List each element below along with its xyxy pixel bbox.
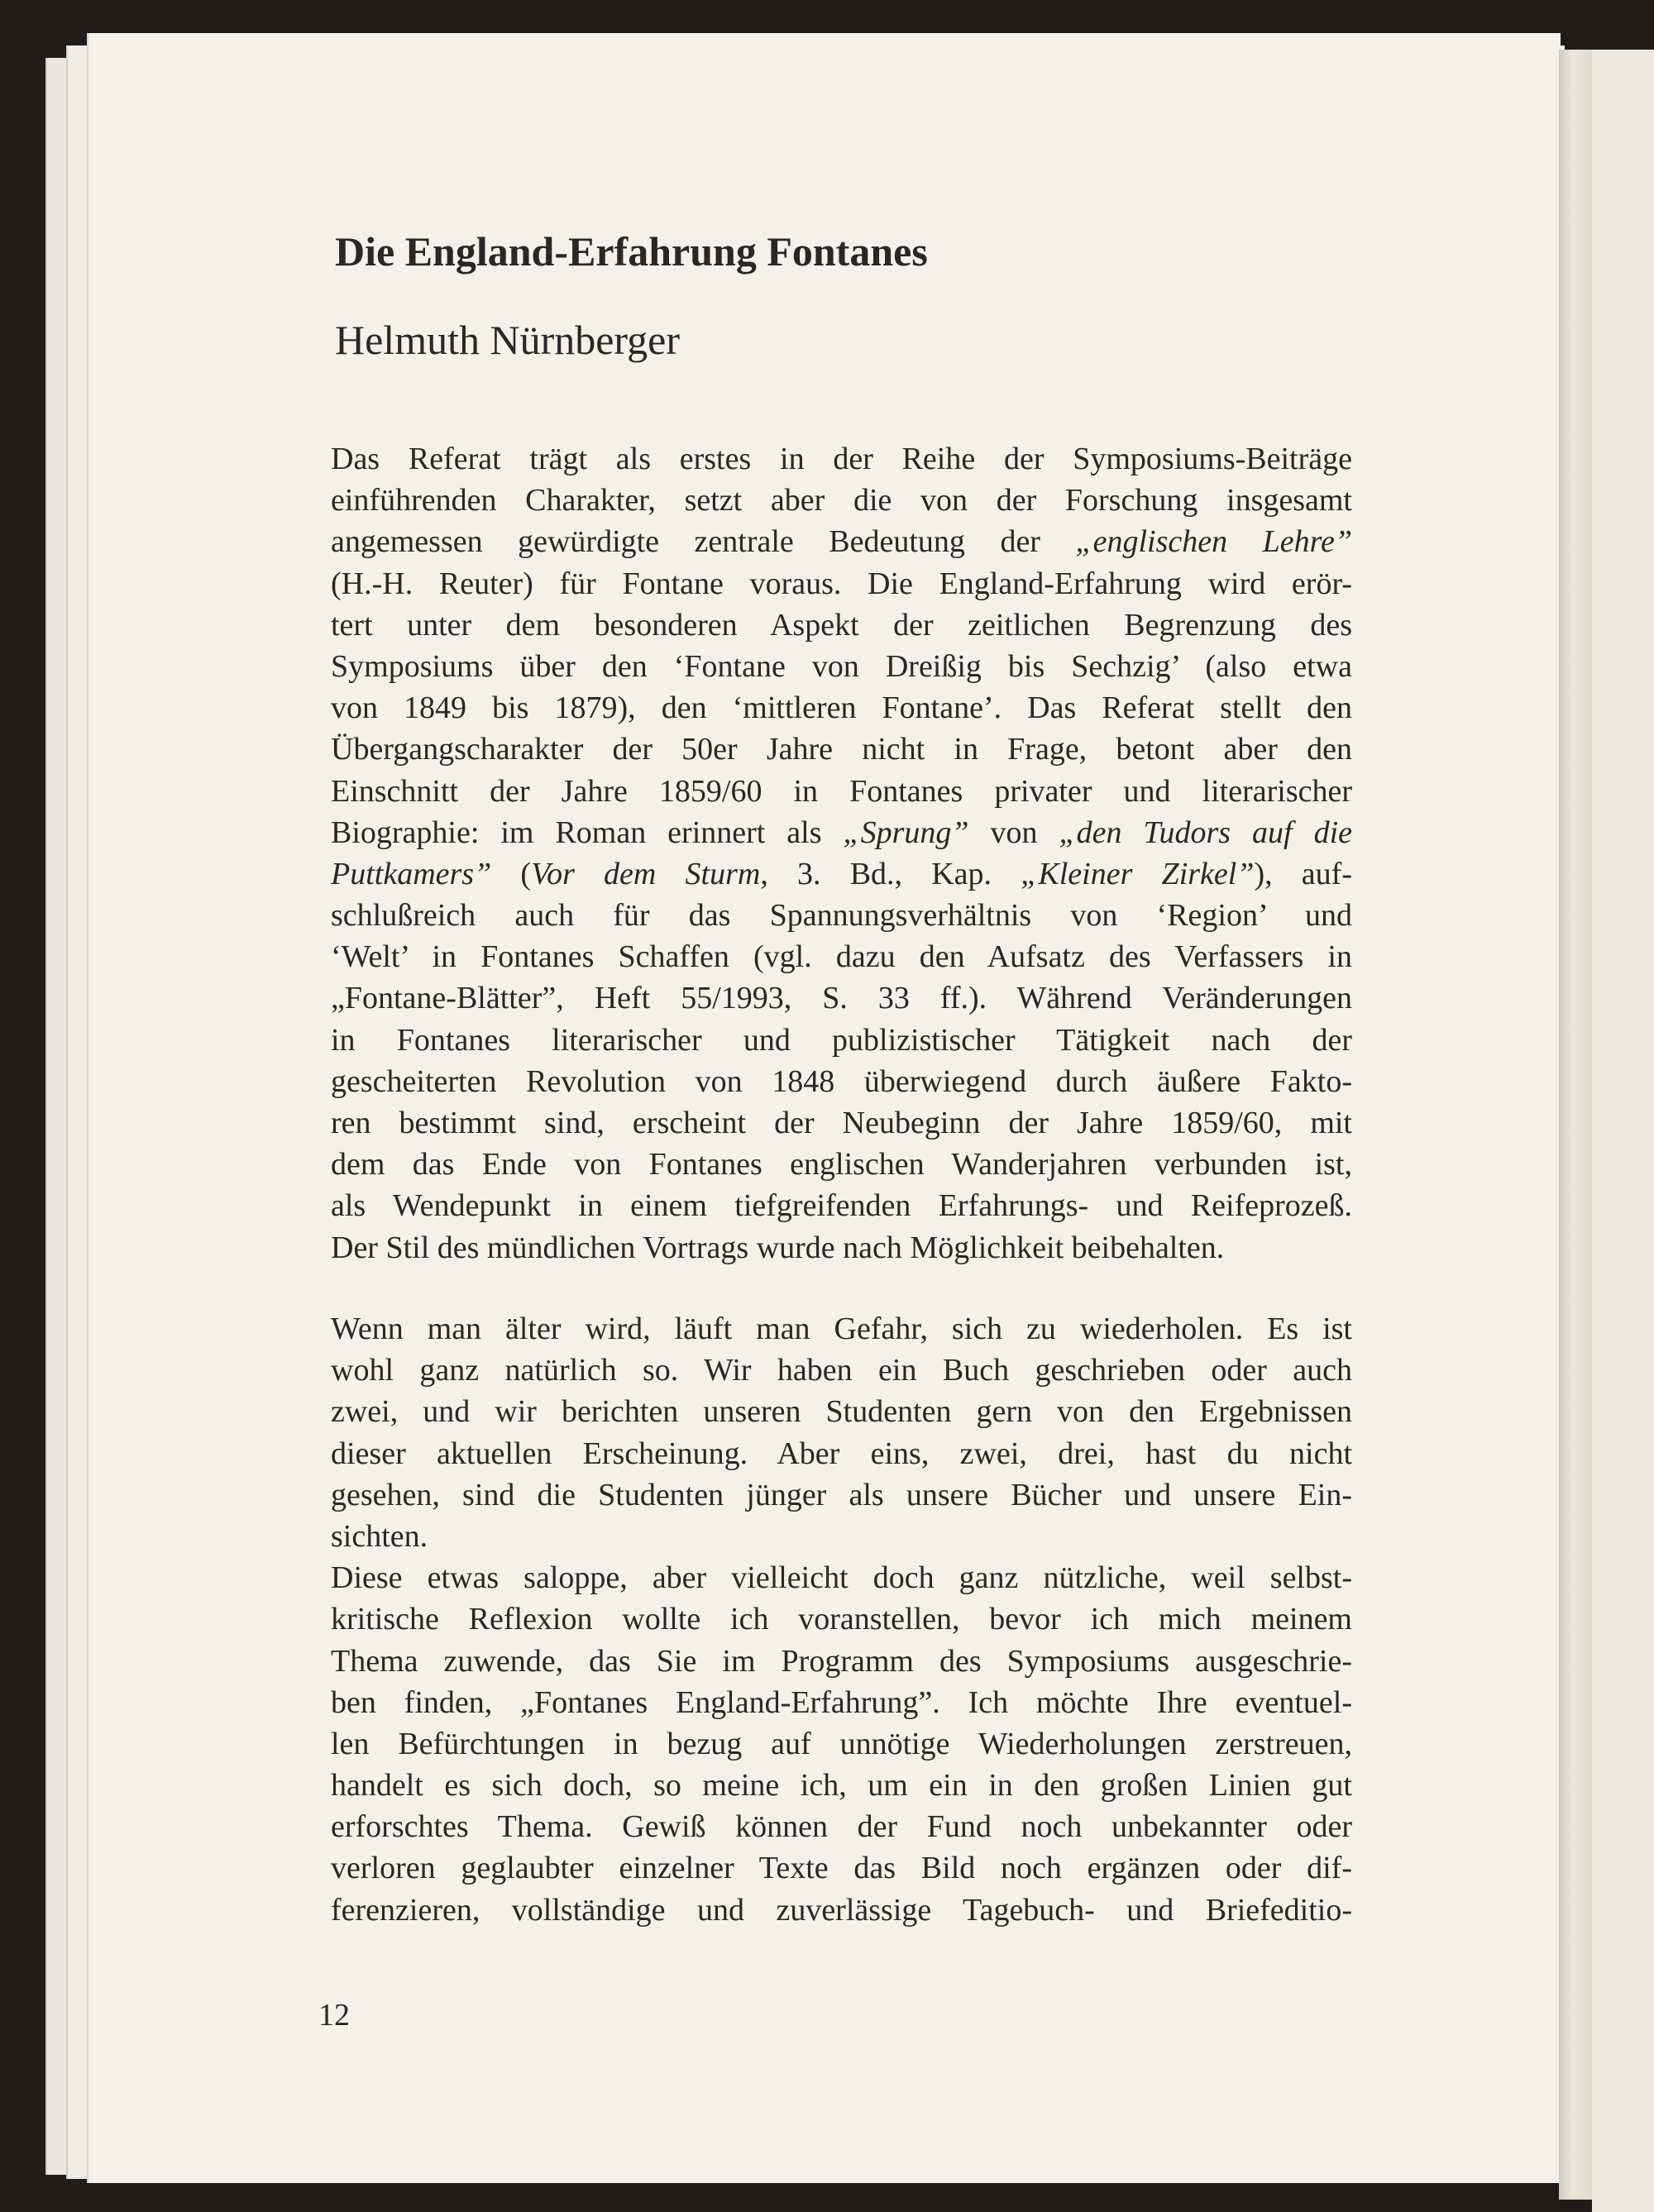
text-segment: ren bestimmt sind, erscheint der Neubeginn der Jahre 1859/60, mit [331, 1106, 1352, 1140]
abstract-paragraph [331, 438, 1352, 1268]
text-line [331, 812, 1352, 853]
text-segment: dieser aktuellen Erscheinung. Aber eins, zwei, drei, hast du nicht [331, 1436, 1352, 1471]
text-segment: Symposiums über den ‘Fontane von Dreißig bis Sechzig’ (also etwa [331, 648, 1352, 684]
text-line [331, 729, 1352, 770]
italic-text: „Kleiner Zirkel” [1021, 856, 1255, 891]
text-segment: verloren geglaubter einzelner Texte das Bild noch ergänzen oder dif- [331, 1851, 1352, 1886]
text-line [331, 1185, 1352, 1226]
text-segment: ben finden, „Fontanes England-Erfahrung”. Ich möchte Ihre eventuel- [331, 1684, 1352, 1720]
text-line [331, 1890, 1352, 1931]
text-segment: ferenzieren, vollständige und zuverlässige Tagebuch- und Briefeditio- [331, 1892, 1352, 1928]
text-segment: als Wendepunkt in einem tiefgreifenden Erfahrungs- und Reifeprozeß. [331, 1188, 1352, 1224]
text-line [331, 1433, 1352, 1474]
text-segment: len Befürchtungen in bezug auf unnötige Wiederholungen zerstreuen, [331, 1726, 1352, 1761]
text-line [331, 1598, 1352, 1640]
text-line [331, 1102, 1352, 1144]
text-segment: (H.-H. Reuter) für Fontane voraus. Die England-Erfahrung wird erör- [331, 566, 1352, 601]
text-segment: ), auf- [1254, 856, 1352, 891]
text-segment: Thema zuwende, das Sie im Programm des Symposiums ausgeschrie- [331, 1643, 1352, 1679]
text-line [331, 1557, 1352, 1598]
text-line [331, 1308, 1352, 1350]
text-segment: Das Referat trägt als erstes in der Reihe der Symposiums-Beiträge [331, 442, 1352, 476]
body-text [331, 1308, 1352, 1931]
text-segment: sichten. [331, 1518, 428, 1554]
text-line [331, 853, 1352, 895]
text-line [331, 604, 1352, 646]
text-segment: Übergangscharakter der 50er Jahre nicht in Frage, betont aber den [331, 732, 1352, 767]
page-number: 12 [318, 1998, 350, 2033]
text-line [331, 1227, 1352, 1268]
text-segment: schlußreich auch für das Spannungsverhältnis von ‘Region’ und [331, 898, 1352, 934]
text-line [331, 521, 1352, 562]
text-segment: wohl ganz natürlich so. Wir haben ein Buch geschrieben oder auch [331, 1353, 1352, 1388]
text-segment: , 3. Bd., Kap. [760, 856, 1021, 891]
text-line [331, 1474, 1352, 1516]
text-segment: handelt es sich doch, so meine ich, um ein in den großen Linien gut [331, 1768, 1352, 1804]
text-segment: angemessen gewürdigte zentrale Bedeutung der [331, 524, 1076, 560]
text-line [331, 438, 1352, 480]
text-segment: gesehen, sind die Studenten jünger als unsere Bücher und unsere Ein- [331, 1477, 1352, 1512]
text-segment: kritische Reflexion wollte ich voranstellen, bevor ich mich meinem [331, 1602, 1352, 1637]
text-segment: tert unter dem besonderen Aspekt der zeitlichen Begrenzung des [331, 607, 1352, 643]
text-segment: gescheiterten Revolution von 1848 überwiegend durch äußere Fakto- [331, 1063, 1352, 1099]
text-line [331, 1806, 1352, 1847]
text-line [331, 480, 1352, 521]
text-segment: Wenn man älter wird, läuft man Gefahr, sich zu wiederholen. Es ist [331, 1311, 1352, 1346]
text-segment: Der Stil des mündlichen Vortrags wurde nach Möglichkeit beibehalten. [331, 1230, 1225, 1265]
italic-text: „Sprung” [843, 815, 969, 850]
text-line [331, 1061, 1352, 1102]
text-segment: in Fontanes literarischer und publizistischer Tätigkeit nach der [331, 1022, 1352, 1058]
text-segment: Biographie: im Roman erinnert als [331, 815, 844, 850]
text-line [331, 1765, 1352, 1806]
text-segment: von 1849 bis 1879), den ‘mittleren Fontane’. Das Referat stellt den [331, 690, 1352, 726]
text-line [331, 1350, 1352, 1391]
text-line [331, 771, 1352, 812]
text-line [331, 1723, 1352, 1765]
italic-text: „den Tudors auf die [1059, 815, 1352, 850]
text-line [331, 936, 1352, 977]
text-line [331, 977, 1352, 1019]
text-segment: dem das Ende von Fontanes englischen Wanderjahren verbunden ist, [331, 1147, 1352, 1182]
text-line [331, 1144, 1352, 1185]
text-segment: einführenden Charakter, setzt aber die von der Forschung insgesamt [331, 483, 1352, 518]
text-line [331, 1516, 1352, 1557]
italic-text: Puttkamers” [331, 856, 492, 891]
facing-page-edge [1592, 50, 1654, 2212]
text-segment: erforschtes Thema. Gewiß können der Fund noch unbekannter oder [331, 1809, 1352, 1845]
book-binding [1559, 50, 1592, 2200]
text-line [331, 1020, 1352, 1061]
text-segment: ‘Welt’ in Fontanes Schaffen (vgl. dazu den Aufsatz des Verfassers in [331, 939, 1352, 975]
text-segment: „Fontane-Blätter”, Heft 55/1993, S. 33 ff.). Während Veränderungen [331, 981, 1352, 1016]
text-line [331, 563, 1352, 604]
text-line [331, 1391, 1352, 1432]
text-segment: zwei, und wir berichten unseren Studenten gern von den Ergebnissen [331, 1394, 1352, 1430]
article-title: Die England-Erfahrung Fontanes [335, 228, 928, 275]
text-segment: Einschnitt der Jahre 1859/60 in Fontanes privater und literarischer [331, 773, 1352, 809]
text-line [331, 646, 1352, 687]
italic-text: Vor dem Sturm [531, 856, 761, 891]
text-line [331, 687, 1352, 729]
text-line [331, 1682, 1352, 1723]
article-author: Helmuth Nürnberger [335, 317, 681, 363]
italic-text: „englischen Lehre” [1075, 524, 1353, 560]
text-segment: Diese etwas saloppe, aber vielleicht doch ganz nützliche, weil selbst- [331, 1560, 1352, 1596]
text-line [331, 1641, 1352, 1682]
text-segment: von [968, 815, 1059, 850]
text-line [331, 895, 1352, 936]
text-line [331, 1847, 1352, 1889]
text-segment: ( [491, 856, 532, 891]
